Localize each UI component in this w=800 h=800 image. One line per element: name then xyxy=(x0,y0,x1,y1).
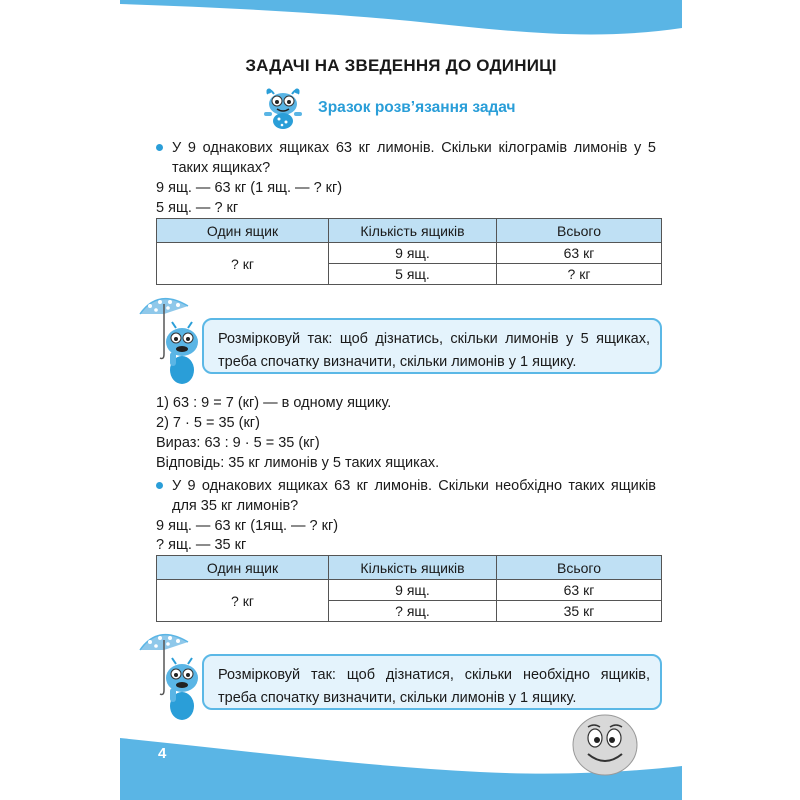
task-1-line-1: 9 ящ. — 63 кг (1 ящ. — ? кг) xyxy=(156,180,343,196)
table-header-cell: Всього xyxy=(497,219,662,243)
task-2-hint-box xyxy=(202,654,662,710)
table-cell: ? кг xyxy=(157,243,329,285)
umbrella-mascot-icon xyxy=(136,292,208,392)
task-2-statement xyxy=(156,476,656,516)
task-2-hint-text: Розмірковуй так: щоб дізнатися, скільки необхідно ящиків, треба спочатку визначити, скільки лимонів у 1 ящику. xyxy=(218,667,650,706)
task-1-table xyxy=(156,218,662,285)
table-header-cell: Всього xyxy=(497,556,662,580)
table-cell: 9 ящ. xyxy=(329,580,497,601)
table-header-cell: Кількість ящиків xyxy=(329,219,497,243)
subtitle: Зразок розв’язання задач xyxy=(318,99,516,116)
table-cell: ? кг xyxy=(497,264,662,285)
top-wave-decoration xyxy=(120,0,682,60)
task-1-statement xyxy=(156,138,656,178)
table-cell: ? ящ. xyxy=(329,601,497,622)
task-1-hint-box xyxy=(202,318,662,374)
table-row xyxy=(157,580,662,601)
solution-step-2: 2) 7 · 5 = 35 (кг) xyxy=(156,415,260,431)
page-title: ЗАДАЧІ НА ЗВЕДЕННЯ ДО ОДИНИЦІ xyxy=(245,56,557,75)
task-2-text: У 9 однакових ящиках 63 кг лимонів. Скільки необхідно таких ящиків для 35 кг лимонів? xyxy=(172,478,656,514)
table-cell: ? кг xyxy=(157,580,329,622)
table-row xyxy=(157,243,662,264)
table-header-cell: Один ящик xyxy=(157,556,329,580)
solution-expression: Вираз: 63 : 9 · 5 = 35 (кг) xyxy=(156,435,320,451)
bullet-dot-icon xyxy=(156,144,163,151)
monster-mascot-icon xyxy=(260,86,306,130)
table-header-row xyxy=(157,556,662,580)
table-cell: 35 кг xyxy=(497,601,662,622)
table-cell: 63 кг xyxy=(497,243,662,264)
textbook-page xyxy=(120,0,682,800)
subtitle-row xyxy=(260,88,516,128)
table-cell: 9 ящ. xyxy=(329,243,497,264)
bullet-dot-icon xyxy=(156,482,163,489)
task-2-line-2: ? ящ. — 35 кг xyxy=(156,537,247,553)
table-header-row xyxy=(157,219,662,243)
table-cell: 63 кг xyxy=(497,580,662,601)
task-1-line-2: 5 ящ. — ? кг xyxy=(156,200,239,216)
task-1-text: У 9 однакових ящиках 63 кг лимонів. Скільки кілограмів лимонів у 5 таких ящиках? xyxy=(172,140,656,176)
table-header-cell: Один ящик xyxy=(157,219,329,243)
solution-answer: Відповідь: 35 кг лимонів у 5 таких ящиках. xyxy=(156,455,440,471)
task-2-line-1: 9 ящ. — 63 кг (1ящ. — ? кг) xyxy=(156,518,339,534)
table-cell: 5 ящ. xyxy=(329,264,497,285)
task-2-table xyxy=(156,555,662,622)
task-1-hint-text: Розмірковуй так: щоб дізнатись, скільки лимонів у 5 ящиках, треба спочатку визначити, скільки лимонів у 1 ящику. xyxy=(218,331,650,370)
page-number: 4 xyxy=(158,745,167,762)
solution-step-1: 1) 63 : 9 = 7 (кг) — в одному ящику. xyxy=(156,395,392,411)
smiley-face-icon xyxy=(570,712,640,778)
table-header-cell: Кількість ящиків xyxy=(329,556,497,580)
